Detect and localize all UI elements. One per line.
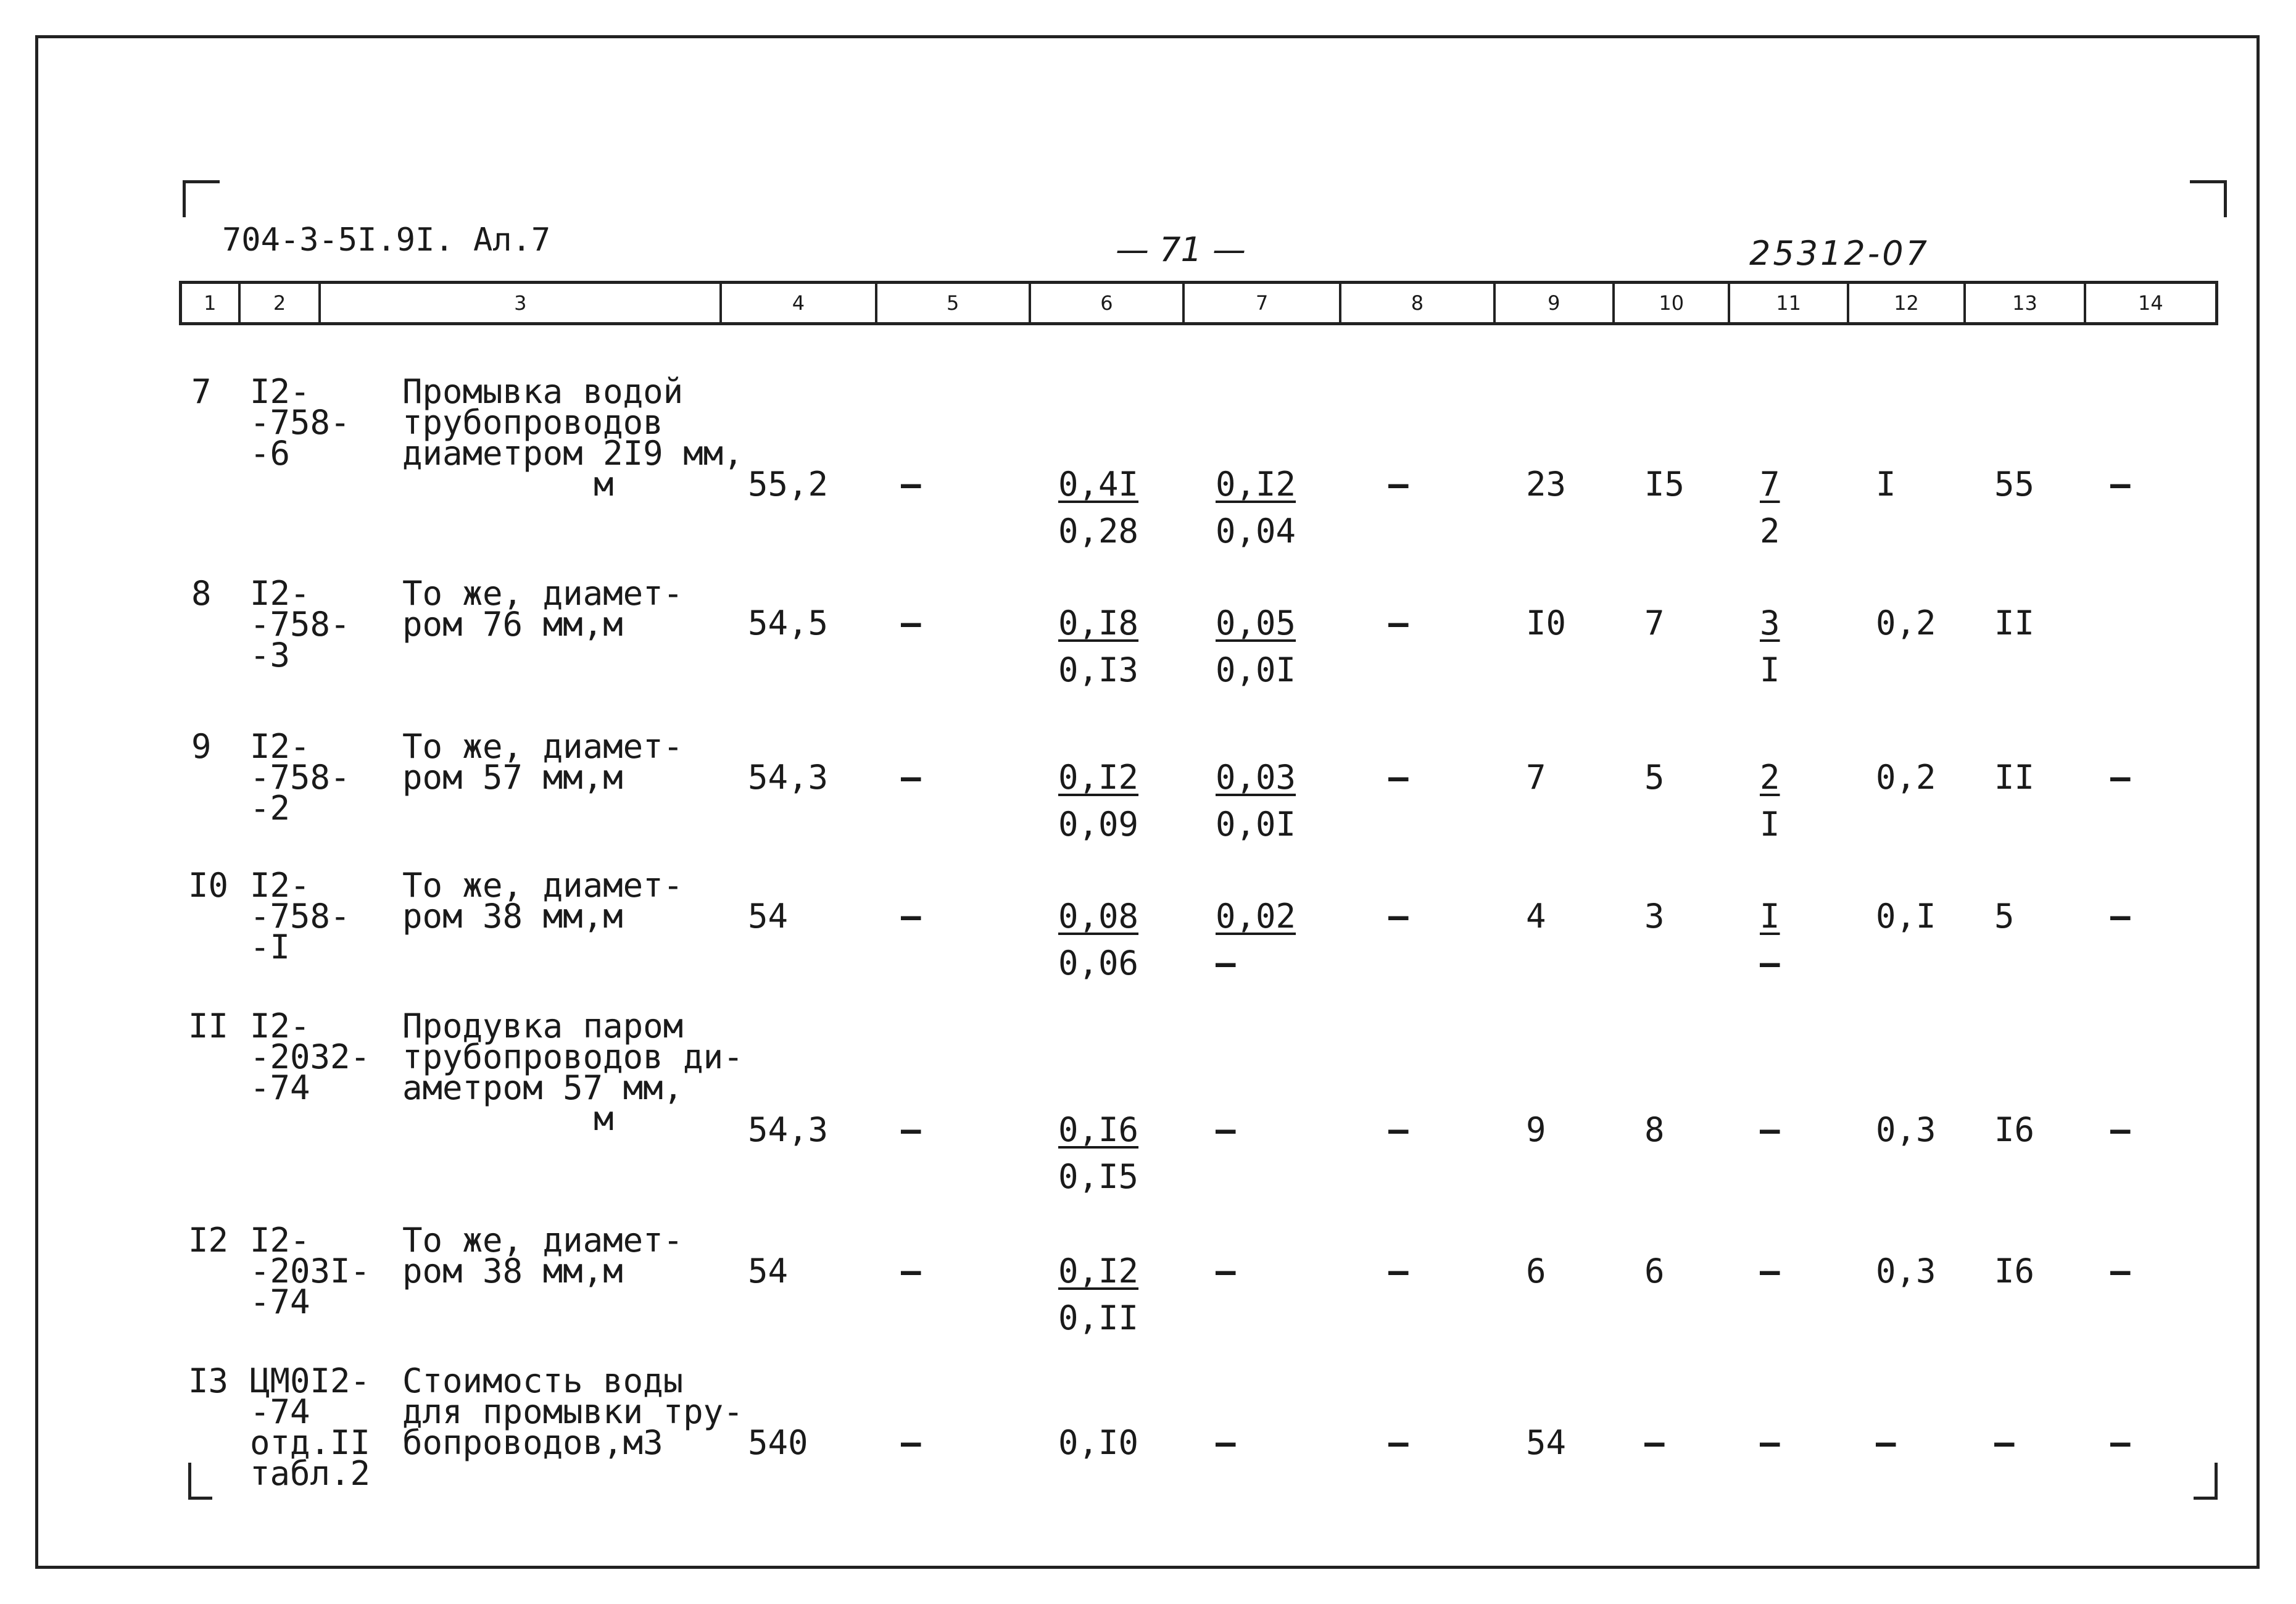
cell-col10: 3 xyxy=(1644,897,1665,936)
column-number: 4 xyxy=(722,284,877,322)
cell-col4: 540 xyxy=(748,1423,808,1462)
work-description: То же, диамет- ром 76 мм,м xyxy=(402,574,684,644)
cell-col5: – xyxy=(901,897,921,936)
cell-col6-top: 0,I2 xyxy=(1058,758,1139,797)
column-number: 5 xyxy=(877,284,1031,322)
cell-col6-bottom: 0,I3 xyxy=(1058,650,1139,689)
cell-col10: – xyxy=(1644,1423,1665,1462)
cell-col9: 4 xyxy=(1526,897,1546,936)
cell-col11: – xyxy=(1760,1252,1780,1290)
cell-col10: 7 xyxy=(1644,604,1665,642)
cell-col7-top: 0,02 xyxy=(1216,897,1296,936)
column-number: 2 xyxy=(241,284,321,322)
norm-code: I2- -2032- -74 xyxy=(250,1007,371,1107)
cell-col10: 6 xyxy=(1644,1252,1665,1290)
column-number: 13 xyxy=(1966,284,2086,322)
cell-col7: – xyxy=(1216,1110,1236,1149)
column-number: 8 xyxy=(1341,284,1495,322)
cell-col13: I6 xyxy=(1994,1110,2035,1149)
cell-col11-bottom: 2 xyxy=(1760,512,1780,551)
cell-col11-bottom: – xyxy=(1760,944,1780,983)
crop-mark xyxy=(2194,1463,2218,1500)
cell-col7-top: 0,03 xyxy=(1216,758,1296,797)
page-number: — 71 — xyxy=(1116,230,1246,269)
cell-col4: 54,3 xyxy=(748,1110,829,1149)
cell-col7: – xyxy=(1216,1423,1236,1462)
cell-col7-bottom: 0,0I xyxy=(1216,650,1296,689)
work-description: Стоимость воды для промывки тру- бопроводов,м3 xyxy=(402,1361,744,1462)
cell-col6-top: 0,08 xyxy=(1058,897,1139,936)
cell-col6-top: 0,I2 xyxy=(1058,1252,1139,1290)
cell-col12: 0,3 xyxy=(1876,1110,1936,1149)
crop-mark xyxy=(183,180,220,217)
cell-col9: I0 xyxy=(1526,604,1567,642)
work-description: Продувка паром трубопроводов ди- аметром 57 мм, м xyxy=(402,1007,744,1138)
cell-col14: – xyxy=(2110,465,2131,504)
cell-col6-top: 0,I6 xyxy=(1058,1110,1139,1149)
cell-col11: – xyxy=(1760,1423,1780,1462)
column-number: 10 xyxy=(1615,284,1730,322)
cell-col12: 0,2 xyxy=(1876,604,1936,642)
row-number: I2 xyxy=(188,1221,229,1260)
cell-col6-bottom: 0,II xyxy=(1058,1299,1139,1337)
norm-code: I2- -758- -I xyxy=(250,866,350,966)
cell-col7-top: 0,I2 xyxy=(1216,465,1296,504)
work-description: То же, диамет- ром 38 мм,м xyxy=(402,1221,684,1290)
cell-col7-bottom: 0,04 xyxy=(1216,512,1296,551)
cell-col6-bottom: 0,I5 xyxy=(1058,1157,1139,1196)
cell-col14: – xyxy=(2110,1423,2131,1462)
cell-col4: 55,2 xyxy=(748,465,829,504)
row-number: 8 xyxy=(191,574,212,613)
cell-col11-top: 3 xyxy=(1760,604,1780,642)
cell-col10: I5 xyxy=(1644,465,1685,504)
cell-col6-bottom: 0,28 xyxy=(1058,512,1139,551)
cell-col5: – xyxy=(901,1252,921,1290)
sheet-number: 25312-07 xyxy=(1749,234,1929,273)
cell-col8: – xyxy=(1388,1110,1409,1149)
cell-col8: – xyxy=(1388,1252,1409,1290)
cell-col11-top: 2 xyxy=(1760,758,1780,797)
cell-col5: – xyxy=(901,465,921,504)
cell-col9: 7 xyxy=(1526,758,1546,797)
cell-col13: II xyxy=(1994,604,2035,642)
row-number: II xyxy=(188,1007,229,1045)
norm-code: I2- -203I- -74 xyxy=(250,1221,371,1321)
row-number: I0 xyxy=(188,866,229,905)
cell-col6-top: 0,I8 xyxy=(1058,604,1139,642)
column-number: 9 xyxy=(1496,284,1615,322)
cell-col12: 0,2 xyxy=(1876,758,1936,797)
cell-col11-bottom: I xyxy=(1760,805,1780,844)
column-number: 3 xyxy=(321,284,722,322)
cell-col4: 54,5 xyxy=(748,604,829,642)
norm-code: I2- -758- -6 xyxy=(250,372,350,473)
cell-col13: 5 xyxy=(1994,897,2015,936)
cell-col11: – xyxy=(1760,1110,1780,1149)
cell-col6-bottom: 0,06 xyxy=(1058,944,1139,983)
cell-col8: – xyxy=(1388,897,1409,936)
column-number: 7 xyxy=(1185,284,1341,322)
cell-col5: – xyxy=(901,758,921,797)
cell-col4: 54,3 xyxy=(748,758,829,797)
cell-col14: – xyxy=(2110,758,2131,797)
cell-col11-bottom: I xyxy=(1760,650,1780,689)
cell-col9: 54 xyxy=(1526,1423,1567,1462)
cell-col8: – xyxy=(1388,758,1409,797)
cell-col7-top: 0,05 xyxy=(1216,604,1296,642)
cell-col13: I6 xyxy=(1994,1252,2035,1290)
cell-col10: 5 xyxy=(1644,758,1665,797)
cell-col6-top: 0,4I xyxy=(1058,465,1139,504)
cell-col8: – xyxy=(1388,1423,1409,1462)
crop-mark xyxy=(188,1463,212,1500)
column-number: 11 xyxy=(1730,284,1849,322)
cell-col7-bottom: – xyxy=(1216,944,1236,983)
cell-col12: 0,I xyxy=(1876,897,1936,936)
cell-col4: 54 xyxy=(748,897,789,936)
row-number: 7 xyxy=(191,372,212,411)
cell-col9: 6 xyxy=(1526,1252,1546,1290)
cell-col8: – xyxy=(1388,604,1409,642)
cell-col6-bottom: 0,09 xyxy=(1058,805,1139,844)
cell-col6: 0,I0 xyxy=(1058,1423,1139,1462)
crop-mark xyxy=(2190,180,2227,217)
cell-col5: – xyxy=(901,1423,921,1462)
cell-col5: – xyxy=(901,1110,921,1149)
document-code: 704-3-5I.9I. Ал.7 xyxy=(222,222,551,259)
cell-col8: – xyxy=(1388,465,1409,504)
cell-col7: – xyxy=(1216,1252,1236,1290)
cell-col12: – xyxy=(1876,1423,1896,1462)
cell-col14: – xyxy=(2110,1252,2131,1290)
row-number: 9 xyxy=(191,727,212,766)
cell-col7-bottom: 0,0I xyxy=(1216,805,1296,844)
column-number-row xyxy=(179,281,2218,325)
cell-col9: 9 xyxy=(1526,1110,1546,1149)
norm-code: I2- -758- -2 xyxy=(250,727,350,828)
cell-col11-top: 7 xyxy=(1760,465,1780,504)
cell-col12: I xyxy=(1876,465,1896,504)
cell-col4: 54 xyxy=(748,1252,789,1290)
cell-col13: 55 xyxy=(1994,465,2035,504)
cell-col9: 23 xyxy=(1526,465,1567,504)
cell-col13: II xyxy=(1994,758,2035,797)
norm-code: ЦМ0I2- -74 отд.II табл.2 xyxy=(250,1361,371,1493)
cell-col11-top: I xyxy=(1760,897,1780,936)
column-number: 12 xyxy=(1849,284,1966,322)
column-number: 1 xyxy=(182,284,241,322)
row-number: I3 xyxy=(188,1361,229,1400)
work-description: То же, диамет- ром 57 мм,м xyxy=(402,727,684,797)
norm-code: I2- -758- -3 xyxy=(250,574,350,675)
cell-col13: – xyxy=(1994,1423,2015,1462)
work-description: То же, диамет- ром 38 мм,м xyxy=(402,866,684,936)
cell-col10: 8 xyxy=(1644,1110,1665,1149)
column-number: 14 xyxy=(2137,291,2163,315)
cell-col12: 0,3 xyxy=(1876,1252,1936,1290)
cell-col14: – xyxy=(2110,897,2131,936)
cell-col14: – xyxy=(2110,1110,2131,1149)
work-description: Промывка водой трубопроводов диаметром 2I9 мм, м xyxy=(402,372,744,504)
column-number: 6 xyxy=(1031,284,1185,322)
cell-col5: – xyxy=(901,604,921,642)
